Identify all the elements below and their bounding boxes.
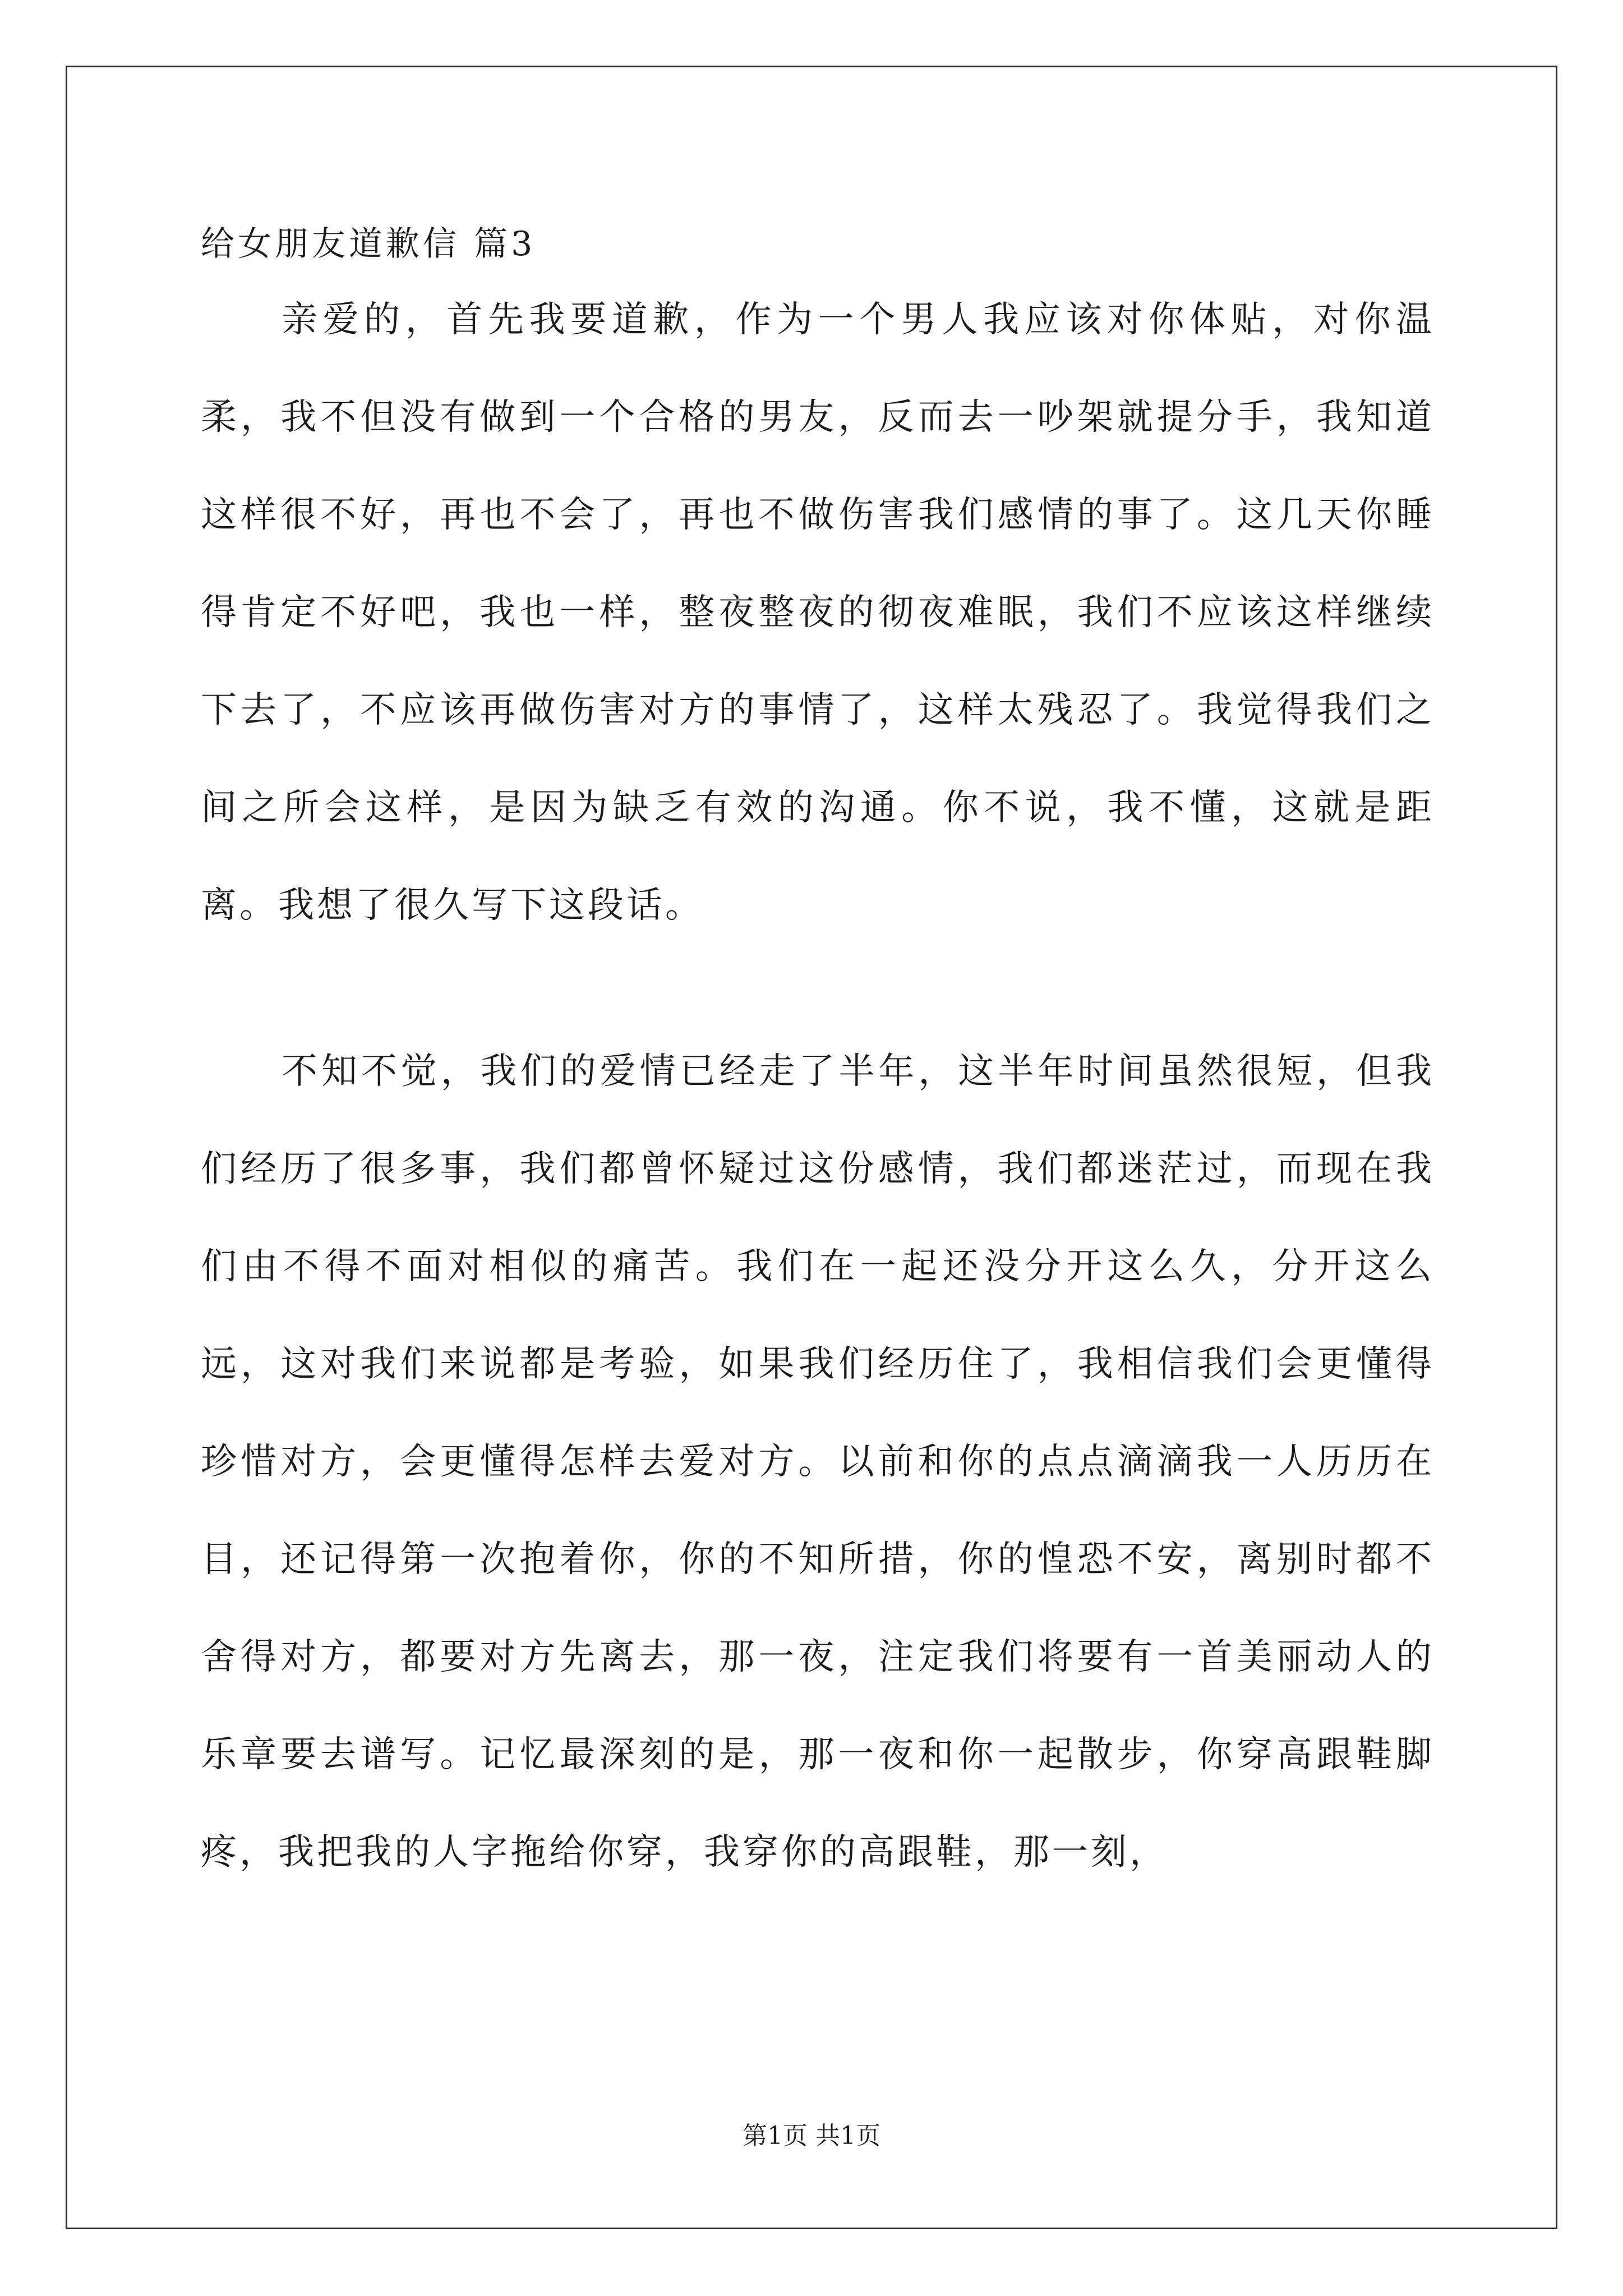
document-title: 给女朋友道歉信 篇3 [201, 224, 536, 264]
paragraph-1: 亲爱的，首先我要道歉，作为一个男人我应该对你体贴，对你温柔，我不但没有做到一个合格的男友，反而去一吵架就提分手，我知道这样很不好，再也不会了，再也不做伤害我们感情的事了。这几天你睡得肯定不好吧，我也一样，整夜整夜的彻夜难眠，我们不应该这样继续下去了，不应该再做伤害对方的事情了，这样太残忍了。我觉得我们之间之所会这样，是因为缺乏有效的沟通。你不说，我不懂，这就是距离。我想了很久写下这段话。 [201, 299, 1435, 926]
page-number-footer: 第1页 共1页 [743, 2122, 880, 2150]
paragraph-2: 不知不觉，我们的爱情已经走了半年，这半年时间虽然很短，但我们经历了很多事，我们都曾怀疑过这份感情，我们都迷茫过，而现在我们由不得不面对相似的痛苦。我们在一起还没分开这么久，分开这么远，这对我们来说都是考验，如果我们经历住了，我相信我们会更懂得珍惜对方，会更懂得怎样去爱对方。以前和你的点点滴滴我一人历历在目，还记得第一次抱着你，你的不知所措，你的惶恐不安，离别时都不舍得对方，都要对方先离去，那一夜，注定我们将要有一首美丽动人的乐章要去谱写。记忆最深刻的是，那一夜和你一起散步，你穿高跟鞋脚疼，我把我的人字拖给你穿，我穿你的高跟鞋，那一刻， [201, 1051, 1435, 1873]
